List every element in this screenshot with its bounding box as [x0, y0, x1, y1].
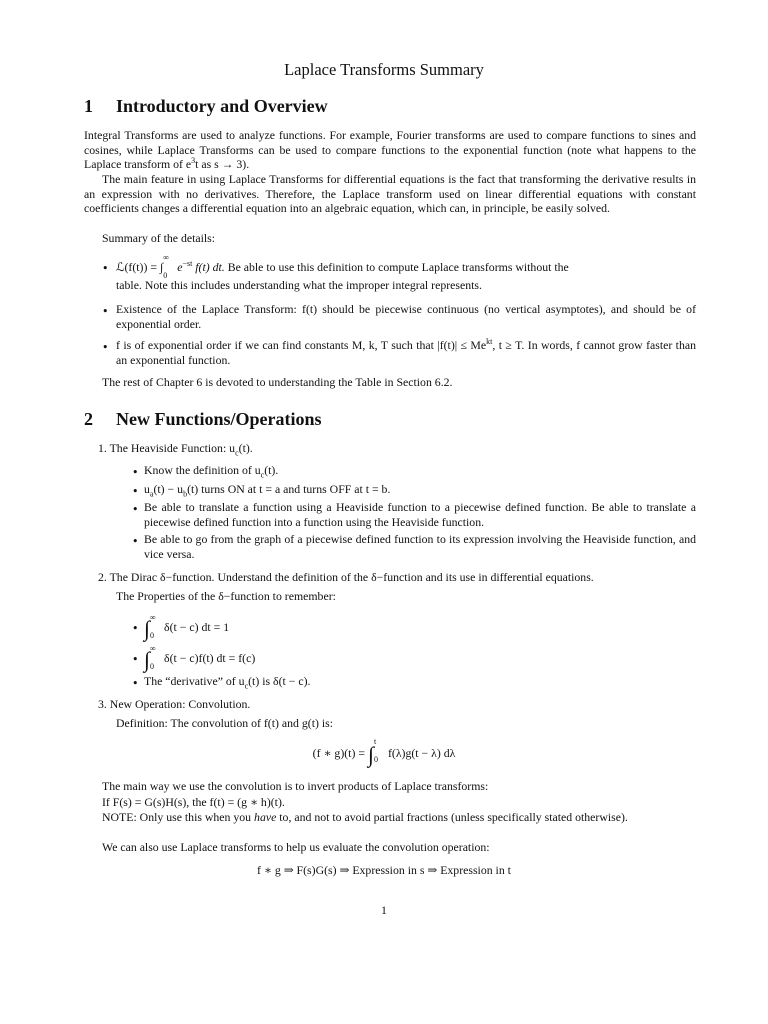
- heaviside-b2-mid: (t) − u: [153, 482, 184, 496]
- dirac-b3-text: The “derivative” of u: [144, 674, 245, 688]
- section-1-heading: [84, 96, 328, 117]
- integral-upper-limit: ∞: [150, 644, 156, 653]
- integrand-exponent: −st: [182, 259, 193, 269]
- laplace-definition-text: Be able to use this definition to compute Laplace transforms without the: [227, 260, 569, 274]
- heaviside-b2-sub-b: b: [183, 489, 188, 499]
- heaviside-item: [98, 441, 253, 456]
- heaviside-b1-end: (t).: [264, 463, 279, 477]
- heaviside-b2-end: (t) turns ON at t = a and turns OFF at t = b.: [187, 482, 391, 496]
- bullet-dot: •: [132, 535, 139, 548]
- note-emphasis: have: [254, 810, 277, 824]
- integral-upper-limit: t: [373, 737, 377, 746]
- heaviside-sub: c: [235, 448, 239, 458]
- dirac-item: 2. The Dirac δ−function. Understand the definition of the δ−function and its use in differential equations.: [98, 570, 594, 584]
- exponential-order-bullet: [116, 338, 696, 367]
- dirac-property-2-text: δ(t − c)f(t) dt = f(c): [164, 651, 256, 665]
- heaviside-label-end: (t).: [238, 441, 253, 455]
- integrand-e: e: [177, 260, 183, 274]
- integrand-rest: f(t) dt.: [195, 260, 225, 274]
- bullet-dot: •: [132, 466, 139, 479]
- dirac-property-2: ∫ ∞ 0 δ(t − c)f(t) dt = f(c): [144, 650, 255, 666]
- dirac-properties-label: The Properties of the δ−function to remember:: [116, 589, 336, 603]
- document-title: Laplace Transforms Summary: [284, 60, 484, 79]
- intro-exponent: 3: [191, 156, 196, 166]
- intro-paragraph: [84, 128, 696, 172]
- convolution-item: 3. New Operation: Convolution.: [98, 697, 251, 711]
- heaviside-bullet-2: [144, 482, 390, 497]
- section-number: 1: [84, 96, 93, 116]
- dirac-property-1-text: δ(t − c) dt = 1: [164, 620, 230, 634]
- bullet-dot: •: [132, 485, 139, 498]
- convolution-formula: (f ∗ g)(t) = ∫ t 0 f(λ)g(t − λ) dλ: [312, 737, 456, 767]
- bullet-dot: •: [102, 262, 109, 275]
- convolution-inverse-rule: If F(s) = G(s)H(s), the f(t) = (g ∗ h)(t).: [102, 795, 285, 809]
- laplace-definition-line: [116, 253, 569, 280]
- dirac-property-1: ∫ ∞ 0 δ(t − c) dt = 1: [144, 619, 229, 635]
- convolution-rhs: f(λ)g(t − λ) dλ: [387, 746, 456, 760]
- main-feature-paragraph: The main feature in using Laplace Transforms for differential equations is the fact that transforming the derivative results in an expression with no derivatives. Therefore, the Laplace transform used on linear differential equations with constant coefficients changes a differential equation into an algebraic equation, which can, in principle, be easily solved.: [84, 172, 696, 216]
- bullet-dot: •: [132, 622, 139, 635]
- exp-order-exponent: kt: [486, 337, 493, 347]
- convolution-lhs: (f ∗ g)(t) =: [312, 746, 365, 760]
- page-number: 1: [381, 903, 387, 917]
- dirac-property-3: [144, 674, 310, 689]
- heaviside-b2-u: u: [144, 482, 150, 496]
- heaviside-bullet-4: Be able to go from the graph of a piecewise defined function to its expression involving the Heaviside function, and vice versa.: [144, 532, 696, 561]
- integral-lower-limit: 0: [163, 271, 168, 280]
- chapter-note: The rest of Chapter 6 is devoted to understanding the Table in Section 6.2.: [102, 375, 453, 389]
- intro-text: Integral Transforms are used to analyze functions. For example, Fourier transforms are used to compare functions to sines and cosines, while Laplace Transforms can be used to compare functions to the exponential function (note what happens to the Laplace transform of e: [84, 128, 696, 172]
- heaviside-b1-sub: c: [260, 470, 265, 480]
- intro-text-end: t as s → 3).: [195, 157, 250, 172]
- bullet-dot: •: [102, 341, 109, 354]
- integral-upper-limit: ∞: [150, 613, 156, 622]
- heaviside-b1-text: Know the definition of u: [144, 463, 261, 477]
- heaviside-bullet-1: [144, 463, 278, 478]
- exp-order-text: f is of exponential order if we can find constants M, k, T such that |f(t)| ≤ Me: [116, 338, 487, 352]
- note-text: NOTE: Only use this when you: [102, 810, 255, 824]
- evaluate-paragraph: We can also use Laplace transforms to help us evaluate the convolution operation:: [102, 840, 490, 854]
- exp-order-text-end: , t ≥ T. In words, f cannot grow faster than an exponential function.: [116, 338, 696, 367]
- laplace-definition-line-2: table. Note this includes understanding what the improper integral represents.: [116, 278, 482, 292]
- integral-lower-limit: 0: [150, 662, 155, 671]
- heaviside-bullet-3: Be able to translate a function using a Heaviside function to a piecewise defined function. Be able to translate a piecewise defined function into a function using the Heaviside function.: [144, 500, 696, 529]
- section-title: New Functions/Operations: [116, 409, 322, 429]
- summary-label: Summary of the details:: [102, 231, 216, 245]
- integral-lower-limit: 0: [150, 631, 155, 640]
- convolution-usage: The main way we use the convolution is to invert products of Laplace transforms:: [102, 779, 489, 793]
- heaviside-b2-sub-a: a: [149, 489, 154, 499]
- section-title: Introductory and Overview: [116, 96, 328, 116]
- heaviside-label: 1. The Heaviside Function: u: [98, 441, 236, 455]
- integral-lower-limit: 0: [373, 755, 378, 764]
- note-paragraph: [84, 810, 696, 825]
- integral-upper-limit: ∞: [163, 253, 169, 262]
- existence-bullet: Existence of the Laplace Transform: f(t) should be piecewise continuous (no vertical asymptotes), and should be of exponential order.: [116, 302, 696, 331]
- bullet-dot: •: [132, 677, 139, 690]
- bullet-dot: •: [132, 653, 139, 666]
- dirac-b3-end: (t) is δ(t − c).: [248, 674, 311, 688]
- laplace-formula: ℒ(f(t)) = ∫: [116, 260, 164, 274]
- section-2-heading: [84, 409, 322, 430]
- dirac-b3-sub: c: [244, 681, 249, 691]
- note-text-end: to, and not to avoid partial fractions (unless specifically stated otherwise).: [276, 810, 628, 824]
- convolution-chain: f ∗ g ⇒ F(s)G(s) ⇒ Expression in s ⇒ Expression in t: [257, 863, 511, 877]
- bullet-dot: •: [102, 305, 109, 318]
- section-number: 2: [84, 409, 93, 429]
- bullet-dot: •: [132, 503, 139, 516]
- convolution-definition-label: Definition: The convolution of f(t) and g(t) is:: [116, 716, 333, 730]
